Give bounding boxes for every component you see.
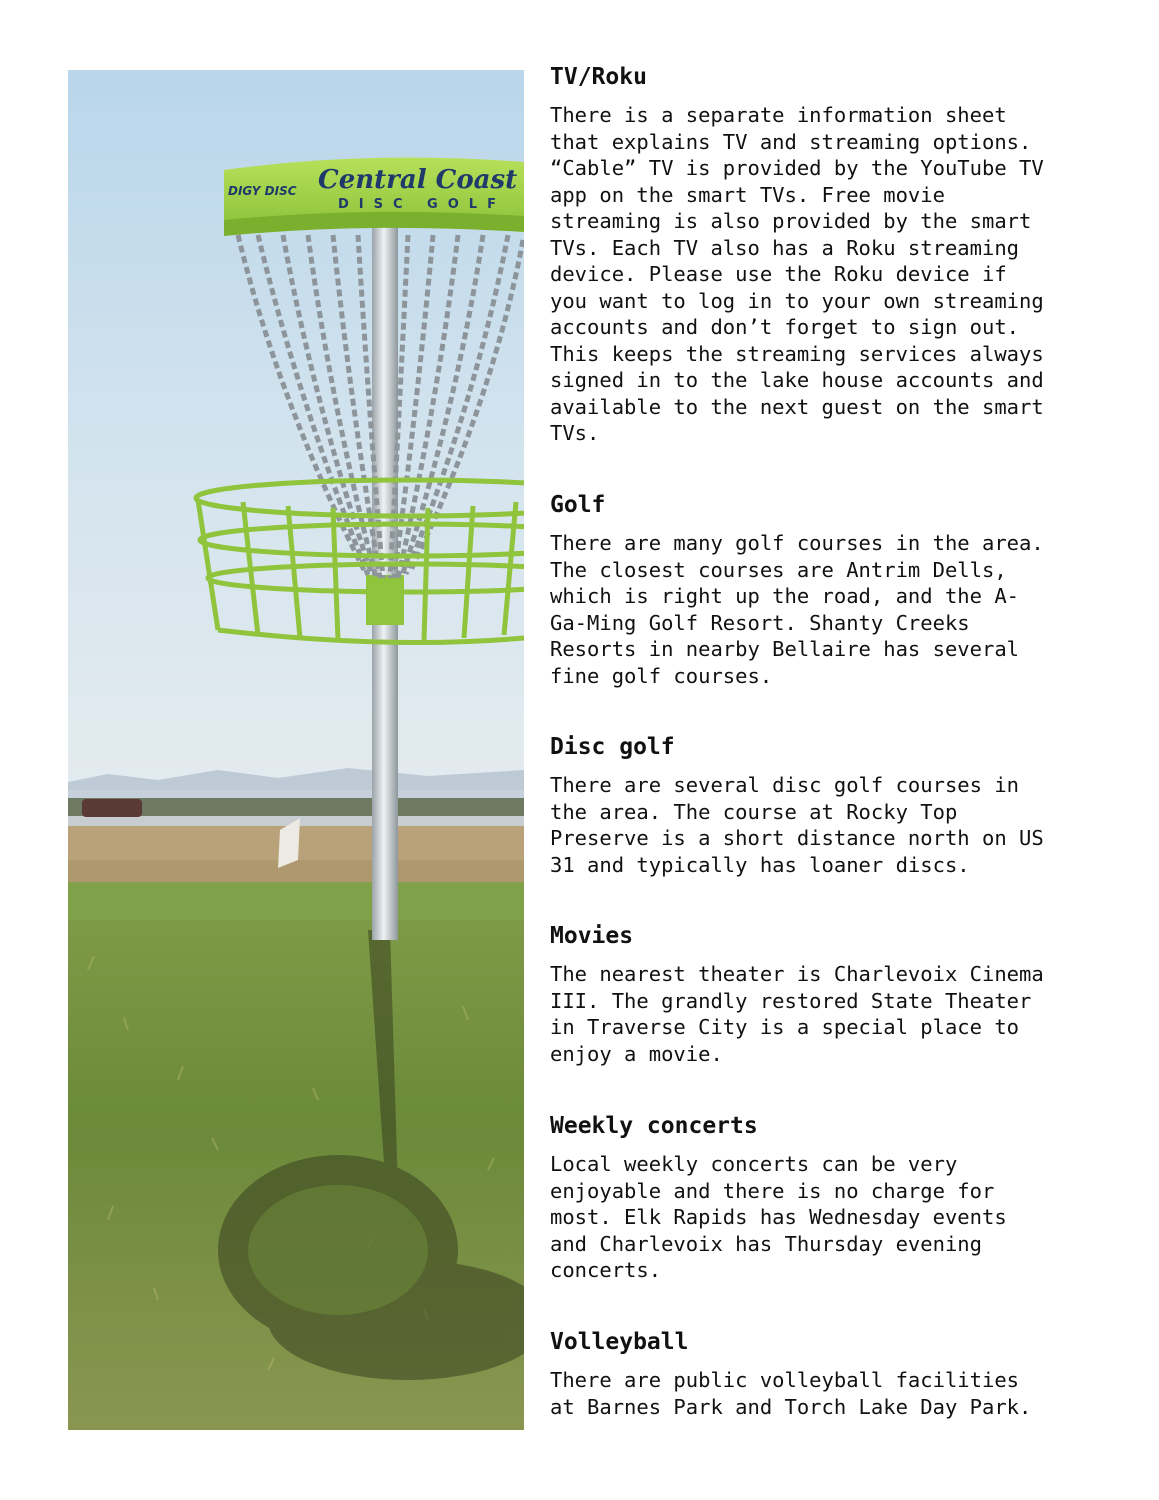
section-body: The nearest theater is Charlevoix Cinema III. The grandly restored State Theater in Traverse City is a special place to enjoy a movie. bbox=[550, 962, 1044, 1066]
section-golf bbox=[550, 490, 1110, 732]
section-volleyball bbox=[550, 1327, 1110, 1420]
section-body: There are many golf courses in the area. The closest courses are Antrim Dells, which is right up the road, and the A- Ga-Ming Golf Resort. Shanty Creeks Resorts in nearby Bellaire has several fine golf courses. bbox=[550, 531, 1044, 688]
section-title: Movies bbox=[550, 923, 634, 949]
section-body: There are public volleyball facilities at Barnes Park and Torch Lake Day Park. bbox=[550, 1368, 1032, 1419]
basket-sub-text: DISC GOLF bbox=[338, 197, 506, 212]
section-title: Disc golf bbox=[550, 734, 675, 760]
section-title: TV/Roku bbox=[550, 64, 647, 90]
section-title: Golf bbox=[550, 492, 606, 518]
section-disc-golf bbox=[550, 732, 1110, 921]
info-content bbox=[550, 62, 1110, 1420]
section-weekly-concerts bbox=[550, 1111, 1110, 1327]
basket-maker-text: DIGY DISC bbox=[228, 184, 297, 198]
disc-golf-basket-photo bbox=[68, 70, 524, 1430]
section-title: Volleyball bbox=[550, 1329, 689, 1355]
section-body: There are several disc golf courses in the area. The course at Rocky Top Preserve is a short distance north on US 31 and typically has loaner discs. bbox=[550, 773, 1044, 877]
section-movies bbox=[550, 921, 1110, 1111]
section-body: Local weekly concerts can be very enjoyable and there is no charge for most. Elk Rapids has Wednesday events and Charlevoix has Thursday evening concerts. bbox=[550, 1152, 1007, 1282]
basket-brand-text: Central Coast bbox=[318, 165, 518, 195]
section-title: Weekly concerts bbox=[550, 1113, 758, 1139]
section-tv-roku bbox=[550, 62, 1110, 490]
section-body: There is a separate information sheet that explains TV and streaming options. “Cable” TV is provided by the YouTube TV app on the smart TVs. Free movie streaming is also provided by the smart TVs. Each TV also has a Roku streaming device. Please use the Roku device if you want to log in to your own streaming accounts and don’t forget to sign out. This keeps the streaming services always signed in to the lake house accounts and available to the next guest on the smart TVs. bbox=[550, 103, 1044, 445]
